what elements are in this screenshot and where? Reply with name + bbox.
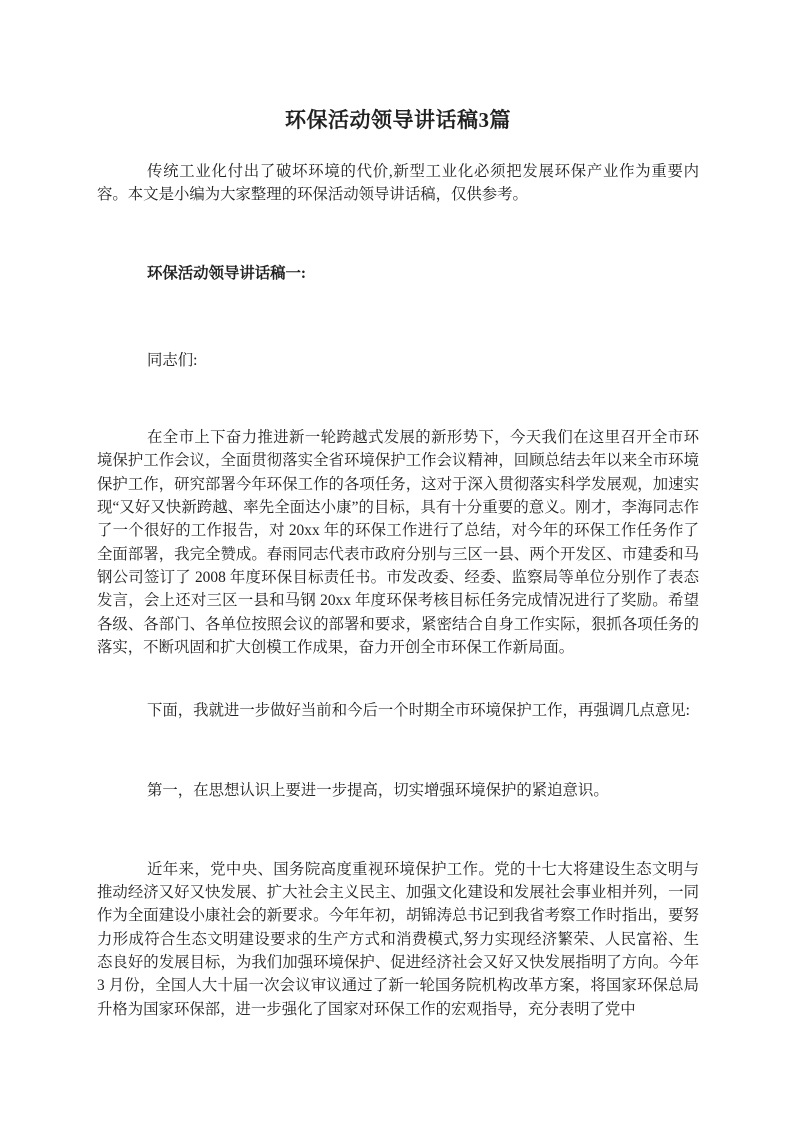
salutation: 同志们: (147, 351, 198, 369)
speech-paragraph-transition: 下面，我就进一步做好当前和今后一个时期全市环境保护工作，再强调几点意见: (147, 702, 690, 720)
speech-paragraph-recent-years: 近年来，党中央、国务院高度重视环境保护工作。党的十七大将建设生态文明与推动经济又好又快发展、扩大社会主义民主、加强文化建设和发展社会事业相并列，一同作为全面建设小康社会的新要求。今年年初，胡锦涛总书记到我省考察工作时指出，要努力形成符合生态文明建设要求的生产方式和消费模式,努力实现经济繁荣、人民富裕、生态良好的发展目标，为我们加强环境保护、促进经济社会又好又快发展指明了方向。今年 3 月份，全国人大十届一次会议审议通过了新一轮国务院机构改革方案，将国家环保总局升格为国家环保部，进一步强化了国家对环保工作的宏观指导，充分表明了党中 (97, 860, 699, 1018)
speech-paragraph-point-one: 第一，在思想认识上要进一步提高，切实增强环境保护的紧迫意识。 (147, 782, 609, 800)
section-heading-speech-one: 环保活动领导讲话稿一: (147, 264, 307, 282)
intro-paragraph: 传统工业化付出了破坏环境的代价,新型工业化必须把发展环保产业作为重要内容。本文是小编为大家整理的环保活动领导讲话稿，仅供参考。 (97, 163, 699, 204)
document-title: 环保活动领导讲话稿3篇 (285, 108, 511, 132)
speech-paragraph-opening: 在全市上下奋力推进新一轮跨越式发展的新形势下，今天我们在这里召开全市环境保护工作会议，全面贯彻落实全省环境保护工作会议精神，回顾总结去年以来全市环境保护工作，研究部署今年环保工作的各项任务，这对于深入贯彻落实科学发展观，加速实现“又好又快新跨越、率先全面达小康”的目标，具有十分重要的意义。刚才，李海同志作了一个很好的工作报告，对 20xx 年的环保工作进行了总结，对今年的环保工作任务作了全面部署，我完全赞成。春雨同志代表市政府分别与三区一县、两个开发区、市建委和马钢公司签订了 2008 年度环保目标责任书。市发改委、经委、监察局等单位分别作了表态发言，会上还对三区一县和马钢 20xx 年度环保考核目标任务完成情况进行了奖励。希望各级、各部门、各单位按照会议的部署和要求，紧密结合自身工作实际，狠抓各项任务的落实，不断巩固和扩大创模工作成果，奋力开创全市环保工作新局面。 (97, 429, 699, 656)
